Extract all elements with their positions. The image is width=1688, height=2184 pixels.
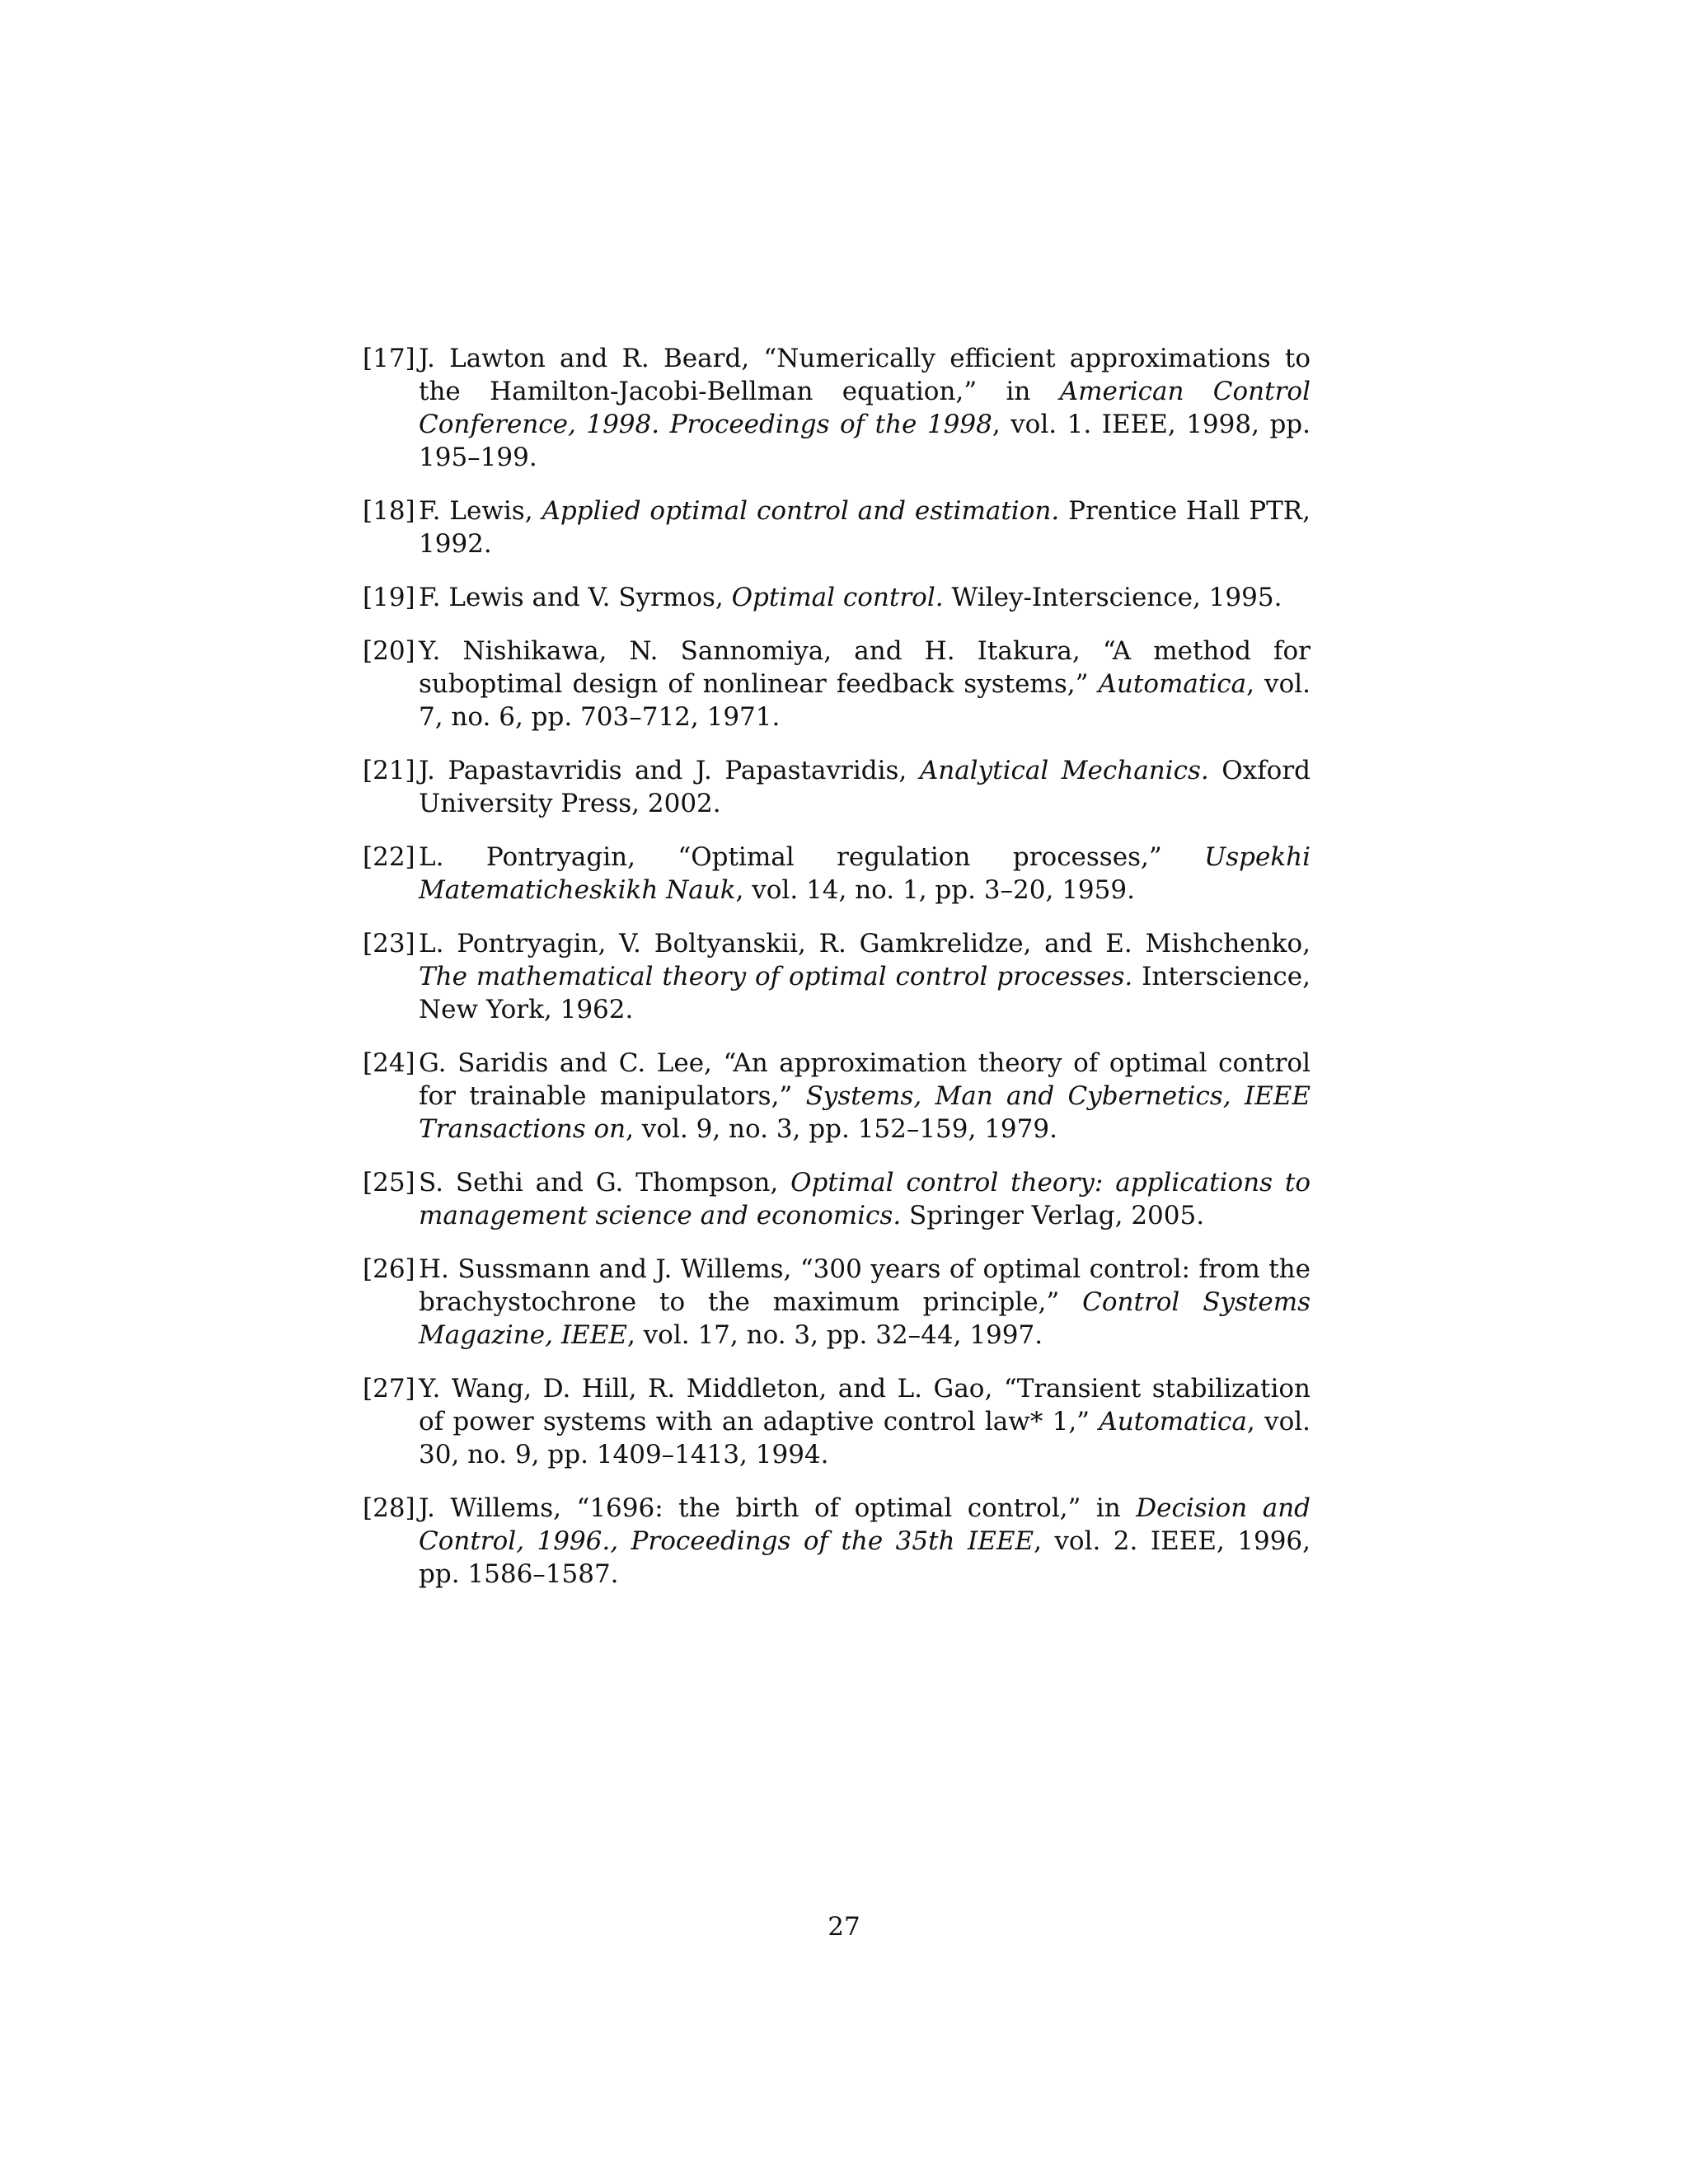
reference-number: [25] — [363, 1168, 415, 1197]
reference-title-italic: Systems, Man and Cybernetics, IEEE Transactions on — [419, 1081, 1311, 1144]
reference-text — [419, 841, 1311, 907]
reference-entry — [363, 841, 1311, 907]
reference-entry — [363, 342, 1311, 474]
reference-entry — [363, 1253, 1311, 1352]
reference-title-italic: Optimal control theory: applications to management science and economics. — [419, 1168, 1311, 1230]
reference-text — [419, 1166, 1311, 1232]
reference-number: [27] — [363, 1374, 415, 1404]
reference-text — [419, 494, 1311, 560]
reference-text-segment: , vol. 17, no. 3, pp. 32–44, 1997. — [626, 1320, 1043, 1350]
reference-text-segment: Y. Nishikawa, N. Sannomiya, and H. Itakura, “A method for suboptimal design of nonlinear feedback systems,” — [419, 636, 1311, 699]
reference-entry — [363, 1047, 1311, 1146]
reference-text-segment: G. Saridis and C. Lee, “An approximation theory of optimal control for trainable manipulators,” — [419, 1048, 1311, 1111]
reference-text-segment: Prentice Hall PTR, 1992. — [419, 496, 1311, 559]
reference-text — [419, 635, 1311, 733]
reference-title-italic: Control Systems Magazine, IEEE — [419, 1287, 1311, 1350]
reference-title-italic: Applied optimal control and estimation. — [542, 496, 1060, 526]
reference-entry — [363, 1372, 1311, 1471]
reference-list — [363, 342, 1311, 1611]
reference-entry — [363, 1166, 1311, 1232]
reference-text-segment: F. Lewis and V. Syrmos, — [419, 583, 732, 612]
reference-text-segment: , vol. 14, no. 1, pp. 3–20, 1959. — [735, 875, 1135, 905]
reference-text-segment: Wiley-Interscience, 1995. — [943, 583, 1282, 612]
reference-number: [23] — [363, 929, 415, 958]
reference-text-segment: , vol. 7, no. 6, pp. 703–712, 1971. — [419, 669, 1311, 732]
reference-text — [419, 1047, 1311, 1146]
reference-number: [22] — [363, 842, 415, 872]
reference-text-segment: , vol. 2. IEEE, 1996, pp. 1586–1587. — [419, 1526, 1311, 1589]
reference-text — [419, 927, 1311, 1026]
reference-text-segment: J. Willems, “1696: the birth of optimal control,” in — [419, 1493, 1137, 1523]
reference-text-segment: Springer Verlag, 2005. — [901, 1201, 1205, 1230]
reference-text-segment: , vol. 9, no. 3, pp. 152–159, 1979. — [626, 1114, 1057, 1144]
reference-text — [419, 1492, 1311, 1591]
reference-text-segment: Y. Wang, D. Hill, R. Middleton, and L. Gao, “Transient stabilization of power systems with an adaptive control law* 1,” — [419, 1374, 1311, 1436]
reference-text-segment: , vol. 1. IEEE, 1998, pp. 195–199. — [419, 410, 1311, 472]
reference-text — [419, 754, 1311, 820]
reference-text — [419, 1372, 1311, 1471]
reference-number: [19] — [363, 583, 415, 612]
reference-title-italic: Automatica — [1099, 1407, 1247, 1436]
reference-number: [26] — [363, 1254, 415, 1284]
reference-number: [24] — [363, 1048, 415, 1078]
reference-title-italic: The mathematical theory of optimal control processes. — [419, 962, 1133, 991]
reference-entry — [363, 1492, 1311, 1591]
reference-number: [18] — [363, 496, 415, 526]
reference-text — [419, 581, 1311, 614]
reference-title-italic: American Control Conference, 1998. Proceedings of the 1998 — [419, 377, 1311, 439]
reference-text-segment: L. Pontryagin, “Optimal regulation processes,” — [419, 842, 1205, 872]
reference-text — [419, 1253, 1311, 1352]
reference-entry — [363, 494, 1311, 560]
reference-number: [20] — [363, 636, 415, 666]
reference-number: [28] — [363, 1493, 415, 1523]
reference-text-segment: J. Papastavridis and J. Papastavridis, — [419, 756, 920, 785]
reference-entry — [363, 581, 1311, 614]
reference-title-italic: Automatica — [1098, 669, 1247, 699]
reference-entry — [363, 754, 1311, 820]
page-number: 27 — [828, 1912, 860, 1942]
reference-title-italic: Analytical Mechanics. — [919, 756, 1209, 785]
reference-text-segment: Oxford University Press, 2002. — [419, 756, 1311, 818]
reference-text — [419, 342, 1311, 474]
reference-text-segment: L. Pontryagin, V. Boltyanskii, R. Gamkrelidze, and E. Mishchenko, — [419, 929, 1311, 958]
reference-entry — [363, 927, 1311, 1026]
reference-title-italic: Uspekhi Matematicheskikh Nauk — [419, 842, 1311, 905]
reference-text-segment: F. Lewis, — [419, 496, 542, 526]
reference-number: [21] — [363, 756, 415, 785]
reference-title-italic: Optimal control. — [731, 583, 944, 612]
reference-title-italic: Decision and Control, 1996., Proceedings of the 35th IEEE — [419, 1493, 1311, 1556]
reference-number: [17] — [363, 344, 415, 373]
reference-text-segment: Interscience, New York, 1962. — [419, 962, 1311, 1024]
reference-text-segment: H. Sussmann and J. Willems, “300 years of optimal control: from the brachystochrone to the maximum principle,” — [419, 1254, 1311, 1317]
reference-text-segment: J. Lawton and R. Beard, “Numerically efficient approximations to the Hamilton-Jacobi-Bellman equation,” in — [419, 344, 1311, 406]
reference-text-segment: , vol. 30, no. 9, pp. 1409–1413, 1994. — [419, 1407, 1311, 1469]
reference-text-segment: S. Sethi and G. Thompson, — [419, 1168, 791, 1197]
reference-entry — [363, 635, 1311, 733]
